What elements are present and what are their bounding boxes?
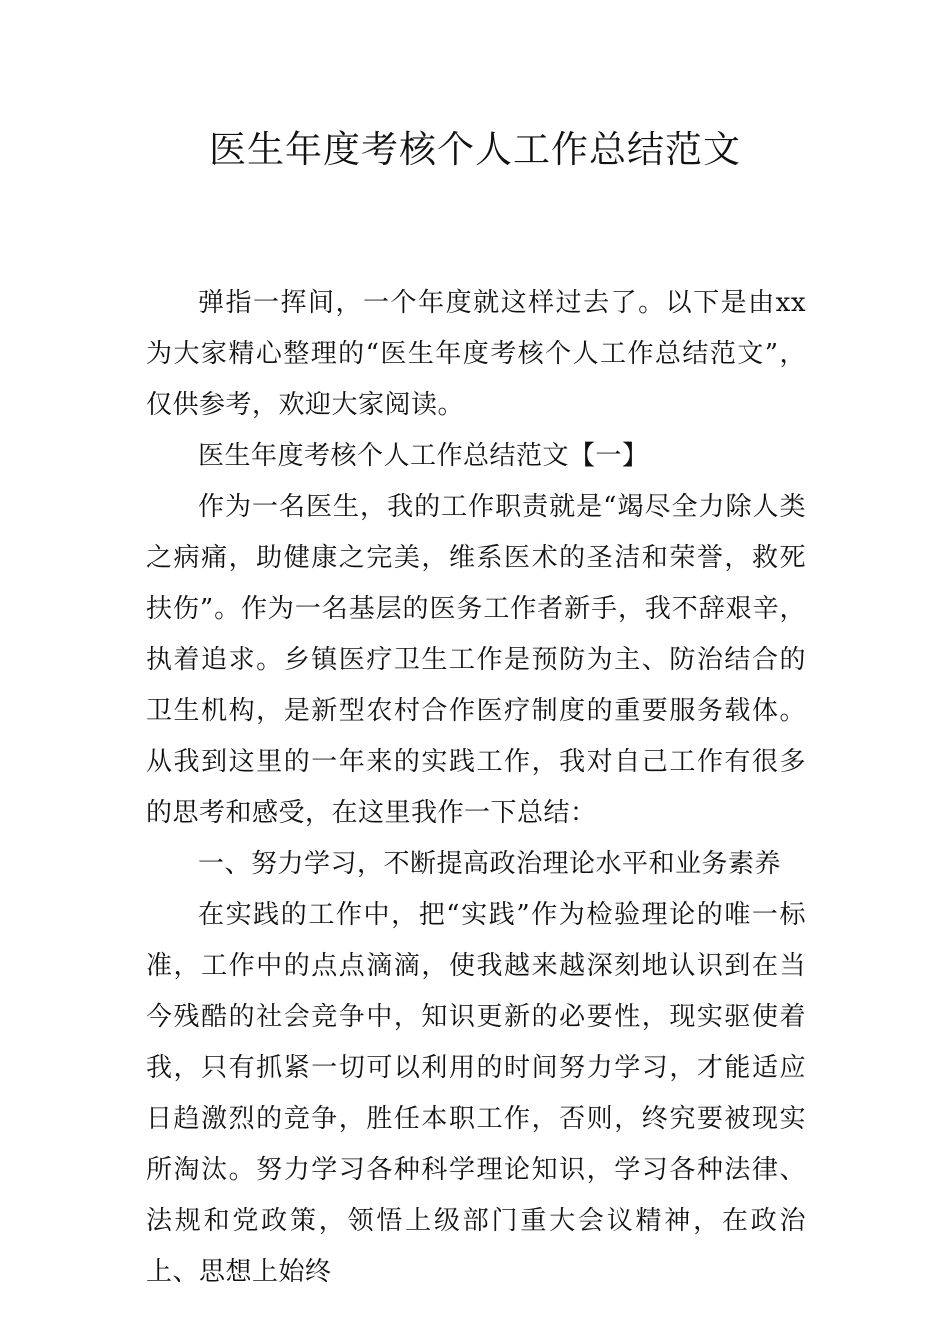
subsection-heading: 一、努力学习，不断提高政治理论水平和业务素养 bbox=[198, 849, 782, 879]
body-paragraph: 作为一名医生，我的工作职责就是“竭尽全力除人类之病痛，助健康之完美，维系医术的圣洁和荣誉，救死扶伤”。作为一名基层的医务工作者新手，我不辞艰辛，执着追求。乡镇医疗卫生工作是预防为主、防治结合的卫生机构，是新型农村合作医疗制度的重要服务载体。从我到这里的一年来的实践工作，我对自己工作有很多的思考和感受，在这里我作一下总结： bbox=[146, 492, 806, 828]
document-title: 医生年度考核个人工作总结范文 bbox=[209, 128, 741, 171]
document-body bbox=[146, 278, 806, 1298]
body-paragraph: 在实践的工作中，把“实践”作为检验理论的唯一标准，工作中的点点滴滴，使我越来越深刻地认识到在当今残酷的社会竞争中，知识更新的必要性，现实驱使着我，只有抓紧一切可以利用的时间努力学习，才能适应日趋激烈的竞争，胜任本职工作，否则，终究要被现实所淘汰。努力学习各种科学理论知识，学习各种法律、法规和党政策，领悟上级部门重大会议精神，在政治上、思想上始终 bbox=[146, 900, 806, 1287]
intro-paragraph: 弹指一挥间，一个年度就这样过去了。以下是由xx为大家精心整理的“医生年度考核个人工作总结范文”，仅供参考，欢迎大家阅读。 bbox=[146, 288, 806, 420]
section-heading-one: 医生年度考核个人工作总结范文【一】 bbox=[198, 441, 649, 471]
